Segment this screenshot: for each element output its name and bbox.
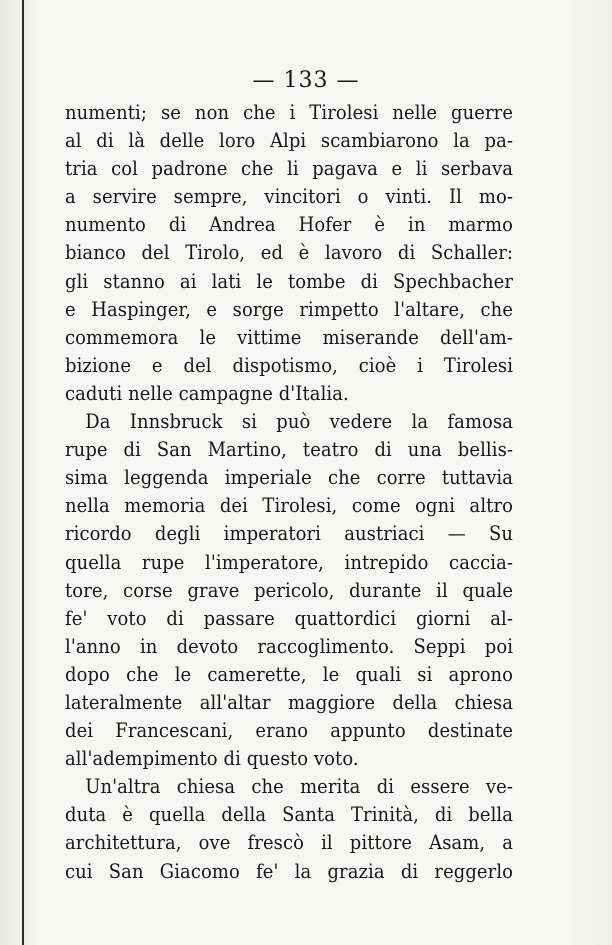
text-line: lateralmente all'altar maggiore della chiesa (65, 690, 514, 714)
text-line: nella memoria dei Tirolesi, come ogni altro (65, 494, 514, 518)
page-number-header: — 133 — (252, 68, 360, 93)
text-line: architettura, ove frescò il pittore Asam, a (65, 831, 514, 855)
text-line: duta è quella della Santa Trinità, di bella (65, 803, 514, 827)
text-line: caduti nelle campagne d'Italia. (65, 381, 349, 405)
body-text (65, 99, 513, 886)
text-line: fe' voto di passare quattordici giorni al- (65, 606, 514, 630)
text-line: numenti; se non che i Tirolesi nelle guerre (65, 101, 514, 124)
text-line: ricordo degli imperatori austriaci — Su (65, 522, 514, 546)
text-line: gli stanno ai lati le tombe di Spechbacher (65, 269, 514, 293)
text-line: bizione e del dispotismo, cioè i Tirolesi (65, 353, 514, 377)
text-line: dopo che le camerette, le quali si aprono (65, 662, 514, 686)
text-line: dei Francescani, erano appunto destinate (65, 719, 514, 743)
text-line: sima leggenda imperiale che corre tuttavia (65, 466, 514, 490)
text-line: bianco del Tirolo, ed è lavoro di Schaller: (65, 241, 514, 265)
text-line: Da Innsbruck si può vedere la famosa (85, 410, 514, 434)
text-line: rupe di San Martino, teatro di una bellis- (65, 438, 514, 462)
text-line: l'anno in devoto raccoglimento. Seppi poi (65, 634, 514, 658)
text-line: Un'altra chiesa che merita di essere ve- (85, 775, 514, 799)
text-line: all'adempimento di questo voto. (65, 747, 359, 771)
text-line: cui San Giacomo fe' la grazia di reggerlo (65, 859, 514, 883)
text-line: a servire sempre, vincitori o vinti. Il mo- (65, 185, 514, 209)
text-line: quella rupe l'imperatore, intrepido caccia- (65, 550, 514, 574)
text-line: tria col padrone che li pagava e li serbava (65, 157, 514, 181)
text-line: al di là delle loro Alpi scambiarono la pa- (65, 129, 514, 153)
text-line: e Haspinger, e sorge rimpetto l'altare, che (65, 297, 514, 321)
text-line: commemora le vittime miserande dell'am- (65, 325, 514, 349)
binding-edge (22, 0, 24, 945)
text-line: tore, corse grave pericolo, durante il quale (65, 578, 514, 602)
text-line: numento di Andrea Hofer è in marmo (65, 213, 514, 237)
